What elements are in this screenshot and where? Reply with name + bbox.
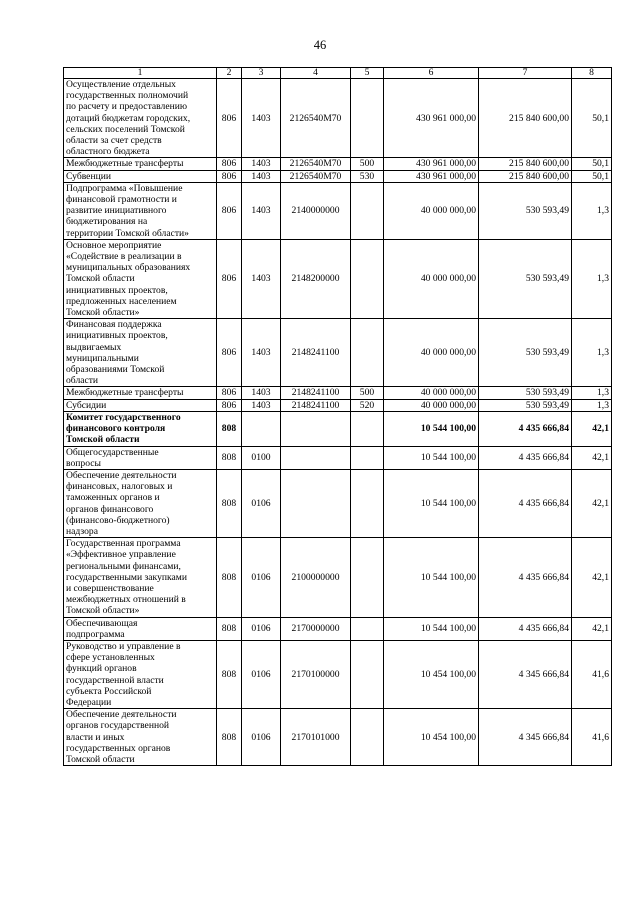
planned-amount-cell: 10 544 100,00	[384, 446, 479, 469]
expense-type-cell	[351, 709, 384, 766]
execution-percent-cell: 42,1	[572, 617, 612, 640]
expense-type-cell	[351, 538, 384, 617]
executed-amount-cell: 4 435 666,84	[479, 538, 572, 617]
section-code-cell: 1403	[242, 182, 281, 239]
page-number: 46	[313, 38, 327, 52]
executed-amount-cell: 530 593,49	[479, 182, 572, 239]
execution-percent-cell: 1,3	[572, 319, 612, 387]
target-article-cell: 2126540М70	[281, 158, 351, 170]
expense-type-cell	[351, 239, 384, 318]
executed-amount-cell: 4 345 666,84	[479, 640, 572, 708]
table-row	[64, 399, 612, 411]
table-row	[64, 538, 612, 617]
planned-amount-cell: 430 961 000,00	[384, 170, 479, 182]
target-article-cell: 2126540М70	[281, 170, 351, 182]
target-article-cell	[281, 469, 351, 537]
expense-type-cell	[351, 617, 384, 640]
target-article-cell: 2126540М70	[281, 79, 351, 158]
executed-amount-cell: 530 593,49	[479, 399, 572, 411]
section-code-cell: 0106	[242, 640, 281, 708]
execution-percent-cell: 50,1	[572, 170, 612, 182]
row-name-cell: Основное мероприятие «Содействие в реализации в муниципальных образованиях Томской области инициативных проектов, предложенных населением Томской области»	[64, 239, 217, 318]
expense-type-cell: 500	[351, 387, 384, 399]
table-header-row	[64, 68, 612, 79]
execution-percent-cell: 42,1	[572, 411, 612, 446]
executed-amount-cell: 215 840 600,00	[479, 79, 572, 158]
planned-amount-cell: 40 000 000,00	[384, 239, 479, 318]
header-cell: 1	[64, 68, 217, 79]
section-code-cell: 0106	[242, 709, 281, 766]
department-code-cell: 808	[217, 538, 242, 617]
target-article-cell: 2170101000	[281, 709, 351, 766]
executed-amount-cell: 4 435 666,84	[479, 411, 572, 446]
department-code-cell: 806	[217, 158, 242, 170]
section-code-cell: 1403	[242, 158, 281, 170]
table-row	[64, 640, 612, 708]
expense-type-cell	[351, 182, 384, 239]
department-code-cell: 806	[217, 387, 242, 399]
executed-amount-cell: 4 435 666,84	[479, 617, 572, 640]
planned-amount-cell: 10 544 100,00	[384, 469, 479, 537]
row-name-cell: Подпрограмма «Повышение финансовой грамотности и развитие инициативного бюджетирования на территории Томской области»	[64, 182, 217, 239]
executed-amount-cell: 4 435 666,84	[479, 469, 572, 537]
section-code-cell: 0106	[242, 617, 281, 640]
department-code-cell: 808	[217, 640, 242, 708]
target-article-cell: 2148241100	[281, 319, 351, 387]
section-code-cell	[242, 411, 281, 446]
target-article-cell: 2170100000	[281, 640, 351, 708]
execution-percent-cell: 41,6	[572, 709, 612, 766]
table-row	[64, 387, 612, 399]
department-code-cell: 808	[217, 617, 242, 640]
expense-type-cell: 520	[351, 399, 384, 411]
execution-percent-cell: 42,1	[572, 538, 612, 617]
expense-type-cell	[351, 411, 384, 446]
budget-table	[63, 67, 612, 766]
header-cell: 3	[242, 68, 281, 79]
executed-amount-cell: 530 593,49	[479, 319, 572, 387]
table-row	[64, 239, 612, 318]
table-row	[64, 79, 612, 158]
section-code-cell: 1403	[242, 399, 281, 411]
table-row	[64, 319, 612, 387]
department-code-cell: 808	[217, 411, 242, 446]
planned-amount-cell: 40 000 000,00	[384, 182, 479, 239]
executed-amount-cell: 4 435 666,84	[479, 446, 572, 469]
planned-amount-cell: 10 454 100,00	[384, 640, 479, 708]
row-name-cell: Субсидии	[64, 399, 217, 411]
department-code-cell: 806	[217, 79, 242, 158]
executed-amount-cell: 4 345 666,84	[479, 709, 572, 766]
row-name-cell: Межбюджетные трансферты	[64, 158, 217, 170]
target-article-cell: 2148241100	[281, 399, 351, 411]
table-row	[64, 158, 612, 170]
execution-percent-cell: 1,3	[572, 399, 612, 411]
row-name-cell: Осуществление отдельных государственных полномочий по расчету и предоставлению дотаций бюджетам городских, сельских поселений Томской области за счет средств областного бюджета	[64, 79, 217, 158]
department-code-cell: 806	[217, 170, 242, 182]
execution-percent-cell: 1,3	[572, 239, 612, 318]
planned-amount-cell: 10 544 100,00	[384, 411, 479, 446]
target-article-cell: 2140000000	[281, 182, 351, 239]
department-code-cell: 806	[217, 182, 242, 239]
row-name-cell: Обеспечение деятельности финансовых, налоговых и таможенных органов и органов финансового (финансово-бюджетного) надзора	[64, 469, 217, 537]
target-article-cell	[281, 411, 351, 446]
section-code-cell: 1403	[242, 319, 281, 387]
planned-amount-cell: 40 000 000,00	[384, 399, 479, 411]
department-code-cell: 808	[217, 469, 242, 537]
row-name-cell: Обеспечивающая подпрограмма	[64, 617, 217, 640]
row-name-cell: Общегосударственные вопросы	[64, 446, 217, 469]
section-code-cell: 1403	[242, 239, 281, 318]
expense-type-cell: 530	[351, 170, 384, 182]
header-cell: 8	[572, 68, 612, 79]
target-article-cell: 2148200000	[281, 239, 351, 318]
row-name-cell: Обеспечение деятельности органов государственной власти и иных государственных органов Томской области	[64, 709, 217, 766]
execution-percent-cell: 42,1	[572, 469, 612, 537]
planned-amount-cell: 430 961 000,00	[384, 158, 479, 170]
row-name-cell: Субвенции	[64, 170, 217, 182]
table-row	[64, 182, 612, 239]
planned-amount-cell: 430 961 000,00	[384, 79, 479, 158]
executed-amount-cell: 215 840 600,00	[479, 158, 572, 170]
section-code-cell: 0106	[242, 538, 281, 617]
department-code-cell: 808	[217, 709, 242, 766]
row-name-cell: Руководство и управление в сфере установленных функций органов государственной власти субъекта Российской Федерации	[64, 640, 217, 708]
row-name-cell: Государственная программа «Эффективное управление региональными финансами, государственными закупками и совершенствование межбюджетных отношений в Томской области»	[64, 538, 217, 617]
header-cell: 5	[351, 68, 384, 79]
expense-type-cell	[351, 446, 384, 469]
target-article-cell	[281, 446, 351, 469]
execution-percent-cell: 50,1	[572, 158, 612, 170]
planned-amount-cell: 10 544 100,00	[384, 617, 479, 640]
table-row	[64, 170, 612, 182]
planned-amount-cell: 10 454 100,00	[384, 709, 479, 766]
execution-percent-cell: 1,3	[572, 387, 612, 399]
planned-amount-cell: 40 000 000,00	[384, 387, 479, 399]
expense-type-cell	[351, 319, 384, 387]
row-name-cell: Комитет государственного финансового контроля Томской области	[64, 411, 217, 446]
table-row	[64, 446, 612, 469]
execution-percent-cell: 42,1	[572, 446, 612, 469]
header-cell: 4	[281, 68, 351, 79]
department-code-cell: 806	[217, 319, 242, 387]
target-article-cell: 2100000000	[281, 538, 351, 617]
department-code-cell: 806	[217, 399, 242, 411]
executed-amount-cell: 530 593,49	[479, 239, 572, 318]
header-cell: 6	[384, 68, 479, 79]
section-code-cell: 0100	[242, 446, 281, 469]
planned-amount-cell: 40 000 000,00	[384, 319, 479, 387]
expense-type-cell	[351, 79, 384, 158]
execution-percent-cell: 1,3	[572, 182, 612, 239]
header-cell: 7	[479, 68, 572, 79]
department-code-cell: 806	[217, 239, 242, 318]
row-name-cell: Финансовая поддержка инициативных проектов, выдвигаемых муниципальными образованиями Томской области	[64, 319, 217, 387]
executed-amount-cell: 530 593,49	[479, 387, 572, 399]
table-row	[64, 709, 612, 766]
target-article-cell: 2170000000	[281, 617, 351, 640]
table-row	[64, 469, 612, 537]
row-name-cell: Межбюджетные трансферты	[64, 387, 217, 399]
expense-type-cell	[351, 640, 384, 708]
planned-amount-cell: 10 544 100,00	[384, 538, 479, 617]
department-code-cell: 808	[217, 446, 242, 469]
section-code-cell: 0106	[242, 469, 281, 537]
execution-percent-cell: 50,1	[572, 79, 612, 158]
executed-amount-cell: 215 840 600,00	[479, 170, 572, 182]
expense-type-cell: 500	[351, 158, 384, 170]
target-article-cell: 2148241100	[281, 387, 351, 399]
section-code-cell: 1403	[242, 387, 281, 399]
table-row	[64, 617, 612, 640]
expense-type-cell	[351, 469, 384, 537]
table-row	[64, 411, 612, 446]
section-code-cell: 1403	[242, 79, 281, 158]
section-code-cell: 1403	[242, 170, 281, 182]
execution-percent-cell: 41,6	[572, 640, 612, 708]
header-cell: 2	[217, 68, 242, 79]
